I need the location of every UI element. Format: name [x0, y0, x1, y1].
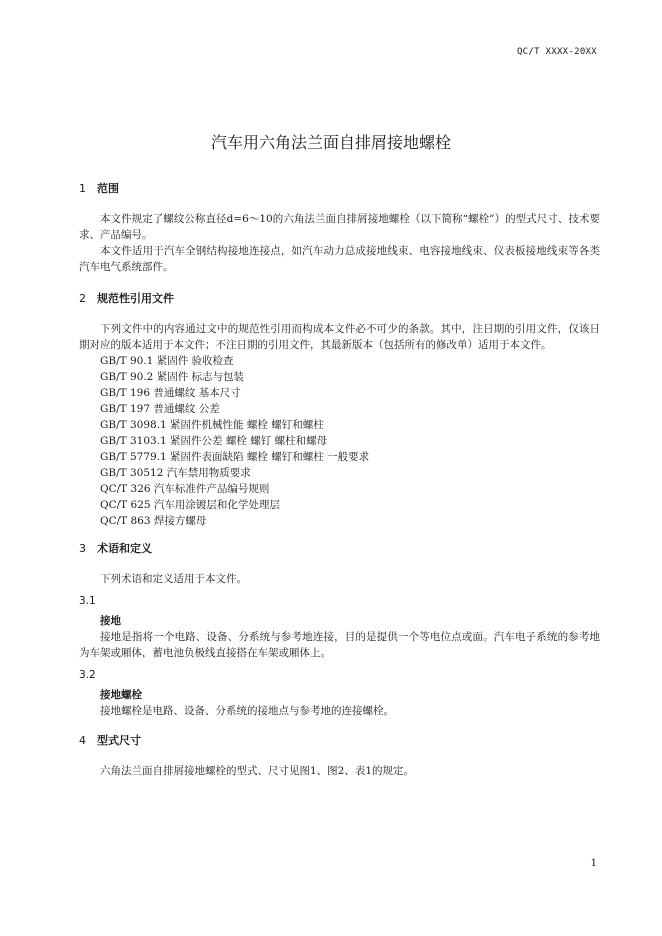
- section-heading: [79, 733, 600, 749]
- section-title: 型式尺寸: [97, 734, 141, 747]
- reference-list: [79, 353, 600, 529]
- term-name: 接地螺栓: [100, 689, 142, 701]
- section-heading: [79, 541, 600, 557]
- section-number: 2: [79, 292, 86, 305]
- paragraph: 本文件适用于汽车全钢结构接地连接点，如汽车动力总成接地线束、电容接地线束、仪表板接地线束等各类汽车电气系统部件。: [79, 245, 600, 273]
- reference-item: QC/T 625 汽车用涂镀层和化学处理层: [100, 499, 280, 511]
- section-type-dimensions: [79, 733, 600, 779]
- reference-item: GB/T 5779.1 紧固件表面缺陷 螺栓 螺钉和螺柱 一般要求: [100, 451, 370, 463]
- standard-code: QC/T XXXX-20XX: [516, 47, 597, 57]
- section-heading: [79, 181, 600, 197]
- reference-item: GB/T 90.2 紧固件 标志与包装: [100, 371, 245, 383]
- paragraph: 本文件规定了螺纹公称直径d=6～10的六角法兰面自排屑接地螺栓（以下简称“螺栓”）的型式尺寸、技术要求、产品编号。: [79, 213, 600, 241]
- reference-item: GB/T 3103.1 紧固件公差 螺栓 螺钉 螺柱和螺母: [100, 435, 328, 447]
- term-entry: [79, 667, 600, 719]
- paragraph: 下列术语和定义适用于本文件。: [100, 573, 247, 585]
- term-entry: [79, 593, 600, 661]
- section-number: 1: [79, 182, 86, 195]
- paragraph: 六角法兰面自排屑接地螺栓的型式、尺寸见图1、图2、表1的规定。: [100, 765, 415, 777]
- section-title: 规范性引用文件: [97, 292, 174, 305]
- section-title: 范围: [97, 182, 119, 195]
- section-heading: [79, 291, 600, 307]
- section-terms-definitions: [79, 541, 600, 719]
- reference-item: QC/T 863 焊接方螺母: [100, 515, 207, 527]
- term-definition: 接地螺栓是电路、设备、分系统的接地点与参考地的连接螺栓。: [100, 705, 394, 717]
- section-title: 术语和定义: [97, 542, 152, 555]
- term-number: 3.2: [79, 669, 96, 681]
- section-number: 3: [79, 542, 86, 555]
- page-number: 1: [590, 858, 597, 869]
- document-body: [79, 181, 600, 779]
- reference-item: GB/T 90.1 紧固件 验收检查: [100, 355, 234, 367]
- term-name: 接地: [100, 615, 121, 627]
- reference-item: GB/T 3098.1 紧固件机械性能 螺栓 螺钉和螺柱: [100, 419, 324, 431]
- document-title: 汽车用六角法兰面自排屑接地螺栓: [210, 133, 451, 152]
- reference-item: GB/T 196 普通螺纹 基本尺寸: [100, 387, 241, 399]
- reference-item: GB/T 197 普通螺纹 公差: [100, 403, 220, 415]
- section-scope: [79, 181, 600, 275]
- section-number: 4: [79, 734, 86, 747]
- term-number: 3.1: [79, 595, 96, 607]
- paragraph: 下列文件中的内容通过文中的规范性引用而构成本文件必不可少的条款。其中，注日期的引用文件，仅该日期对应的版本适用于本文件；不注日期的引用文件，其最新版本（包括所有的修改单）适用于本文件。: [79, 323, 600, 351]
- term-definition: 接地是指将一个电路、设备、分系统与参考地连接，目的是提供一个等电位点或面。汽车电子系统的参考地为车架或厢体，蓄电池负极线直接搭在车架或厢体上。: [79, 631, 600, 659]
- reference-item: QC/T 326 汽车标准件产品编号规则: [100, 483, 270, 495]
- section-normative-references: [79, 291, 600, 529]
- reference-item: GB/T 30512 汽车禁用物质要求: [100, 467, 251, 479]
